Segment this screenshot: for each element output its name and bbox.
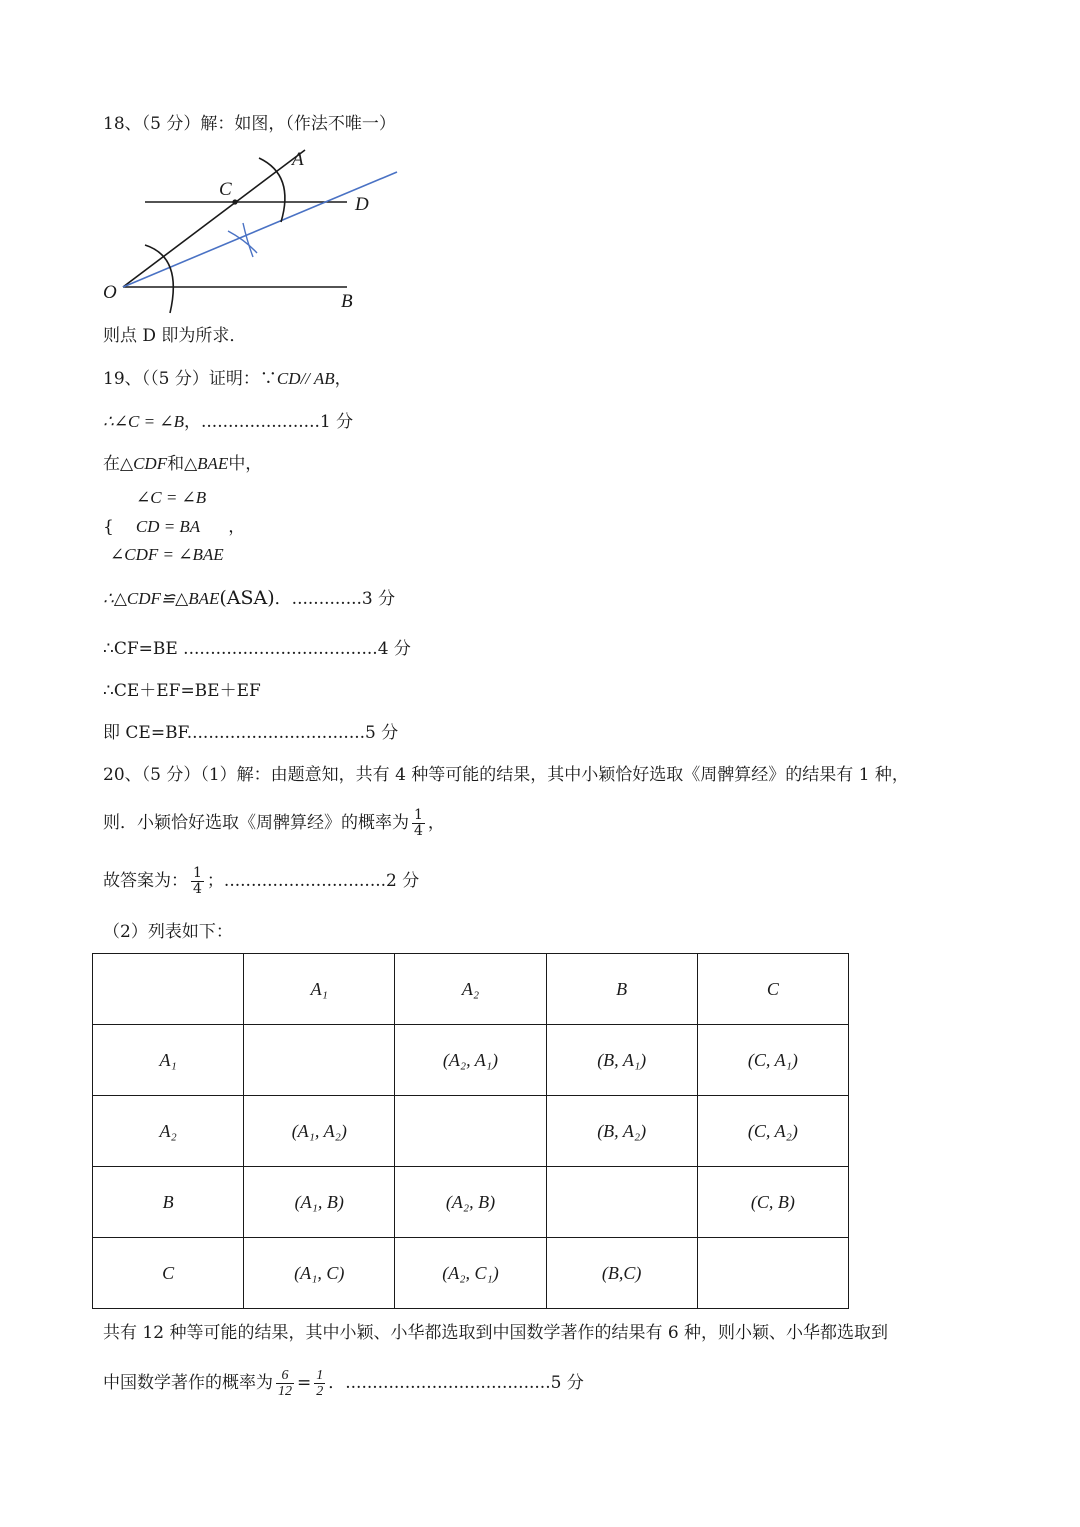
q19-brace: { xyxy=(103,517,114,537)
q20-summary-line1: 共有 12 种等可能的结果，其中小颖、小华都选取到中国数学著作的结果有 6 种，则小颖、小华都选取到 xyxy=(103,1323,889,1343)
table-header-row xyxy=(93,954,849,1025)
fraction-numerator: 1 xyxy=(316,1368,324,1383)
q20-summary-fraction-2 xyxy=(314,1368,325,1399)
table-cell: (A₁, C) xyxy=(244,1238,395,1309)
q19-cond3: ∠CDF = ∠BAE xyxy=(110,545,224,564)
table-row xyxy=(93,1238,849,1309)
q19-heading xyxy=(103,367,352,391)
q19-cond1: ∠C = ∠B xyxy=(136,488,207,507)
q19-ce-bf: 即 CE=BF.................................5 分 xyxy=(103,723,399,743)
table-cell xyxy=(697,1238,848,1309)
fraction-numerator: 6 xyxy=(276,1368,294,1384)
label-d: D xyxy=(355,194,369,215)
q19-tri1: △CDF xyxy=(120,454,168,473)
intersect-arc-1 xyxy=(228,231,257,253)
label-c: C xyxy=(219,179,232,200)
q19-in-prefix: 在 xyxy=(103,454,120,474)
q19-step1 xyxy=(103,410,353,434)
table-cell: A₁ xyxy=(93,1025,244,1096)
table-cell: A₁ xyxy=(244,954,395,1025)
table-cell: A₂ xyxy=(93,1096,244,1167)
table-cell: A₂ xyxy=(395,954,546,1025)
q19-congruent xyxy=(103,586,395,611)
table-cell: (B, A₂) xyxy=(546,1096,697,1167)
label-o: O xyxy=(103,282,117,303)
point-c xyxy=(232,199,237,204)
q19-step1-dots: ，......................1 分 xyxy=(184,412,354,432)
table-row xyxy=(93,1096,849,1167)
q19-sum: ∴CE＋EF=BE＋EF xyxy=(103,681,261,701)
table-cell: (A₂, B) xyxy=(395,1167,546,1238)
q20-line2 xyxy=(103,808,445,839)
ray-oa xyxy=(123,150,305,287)
q20-answer-fraction xyxy=(191,866,204,897)
table-cell: C xyxy=(697,954,848,1025)
table-cell: (A₁, B) xyxy=(244,1167,395,1238)
table-cell: (A₂, C₁) xyxy=(395,1238,546,1309)
q19-in-suffix: 中， xyxy=(228,454,263,474)
q19-cf-be: ∴CF=BE ....................................4 分 xyxy=(103,639,411,659)
q19-cond2: CD = BA xyxy=(135,517,201,536)
table-cell: B xyxy=(93,1167,244,1238)
q20-answer xyxy=(103,866,419,897)
table-cell xyxy=(244,1025,395,1096)
bisector-ray xyxy=(123,172,397,287)
fraction-denominator: 2 xyxy=(316,1384,324,1399)
q20-summary-suffix: ．......................................5 分 xyxy=(328,1373,584,1393)
q20-line2-suffix: ， xyxy=(427,813,445,833)
table-row xyxy=(93,1025,849,1096)
table-cell xyxy=(93,954,244,1025)
table-cell: B xyxy=(546,954,697,1025)
q20-summary-prefix: 中国数学著作的概率为 xyxy=(103,1373,273,1393)
outcome-table xyxy=(92,953,849,1309)
q20-part2-heading: （2）列表如下： xyxy=(103,922,233,942)
q20-summary-fraction-1 xyxy=(276,1368,294,1399)
table-cell: (A₂, A₁) xyxy=(395,1025,546,1096)
table-cell xyxy=(546,1167,697,1238)
label-b: B xyxy=(341,291,353,312)
q18-heading: 18、（5 分）解：如图，（作法不唯一） xyxy=(103,114,396,134)
q19-heading-suffix: ， xyxy=(334,369,352,389)
q19-heading-math: CD// AB xyxy=(276,369,335,388)
fraction-denominator: 12 xyxy=(278,1384,292,1399)
table-cell: (A₁, A₂) xyxy=(244,1096,395,1167)
q19-congruent-dots: ．.............3 分 xyxy=(274,589,396,609)
q19-step1-math: ∴∠C = ∠B xyxy=(103,412,184,431)
arc-at-o xyxy=(145,245,173,313)
q19-in-triangles xyxy=(103,452,262,476)
label-a: A xyxy=(292,149,304,170)
q18-conclusion: 则点 D 即为所求． xyxy=(103,326,247,346)
construction-figure xyxy=(95,145,415,320)
q20-line2-prefix: 则．小颖恰好选取《周髀算经》的概率为 xyxy=(103,813,409,833)
q19-and: 和 xyxy=(167,454,185,474)
q20-summary-line2 xyxy=(103,1368,584,1399)
q19-congruent-reason: (ASA) xyxy=(219,587,275,609)
table-cell: (B,C) xyxy=(546,1238,697,1309)
q19-tri2: △BAE xyxy=(184,454,229,473)
q19-cond2-comma: ， xyxy=(228,517,246,537)
fraction-numerator: 1 xyxy=(414,807,423,823)
q19-heading-prefix: 19、（（5 分）证明：∵ xyxy=(103,369,277,389)
table-cell: C xyxy=(93,1238,244,1309)
table-cell xyxy=(395,1096,546,1167)
q20-answer-prefix: 故答案为： xyxy=(103,871,188,891)
q20-line2-fraction xyxy=(412,808,425,839)
table-cell: (C, B) xyxy=(697,1167,848,1238)
fraction-denominator: 4 xyxy=(414,823,423,839)
fraction-numerator: 1 xyxy=(193,865,202,881)
table-cell: (C, A₁) xyxy=(697,1025,848,1096)
intersect-arc-2 xyxy=(243,223,253,257)
table-cell: (C, A₂) xyxy=(697,1096,848,1167)
q19-congruent-math: ∴△CDF≌△BAE xyxy=(103,589,220,608)
q19-cond2-row xyxy=(103,515,245,539)
q20-line1: 20、（5 分）（1）解：由题意知，共有 4 种等可能的结果，其中小颖恰好选取《周髀算经》的结果有 1 种， xyxy=(103,765,909,785)
table-row xyxy=(93,1167,849,1238)
table-cell: (B, A₁) xyxy=(546,1025,697,1096)
fraction-denominator: 4 xyxy=(193,881,202,897)
q20-summary-equals: = xyxy=(297,1373,312,1393)
q20-answer-suffix: ；..............................2 分 xyxy=(206,871,420,891)
